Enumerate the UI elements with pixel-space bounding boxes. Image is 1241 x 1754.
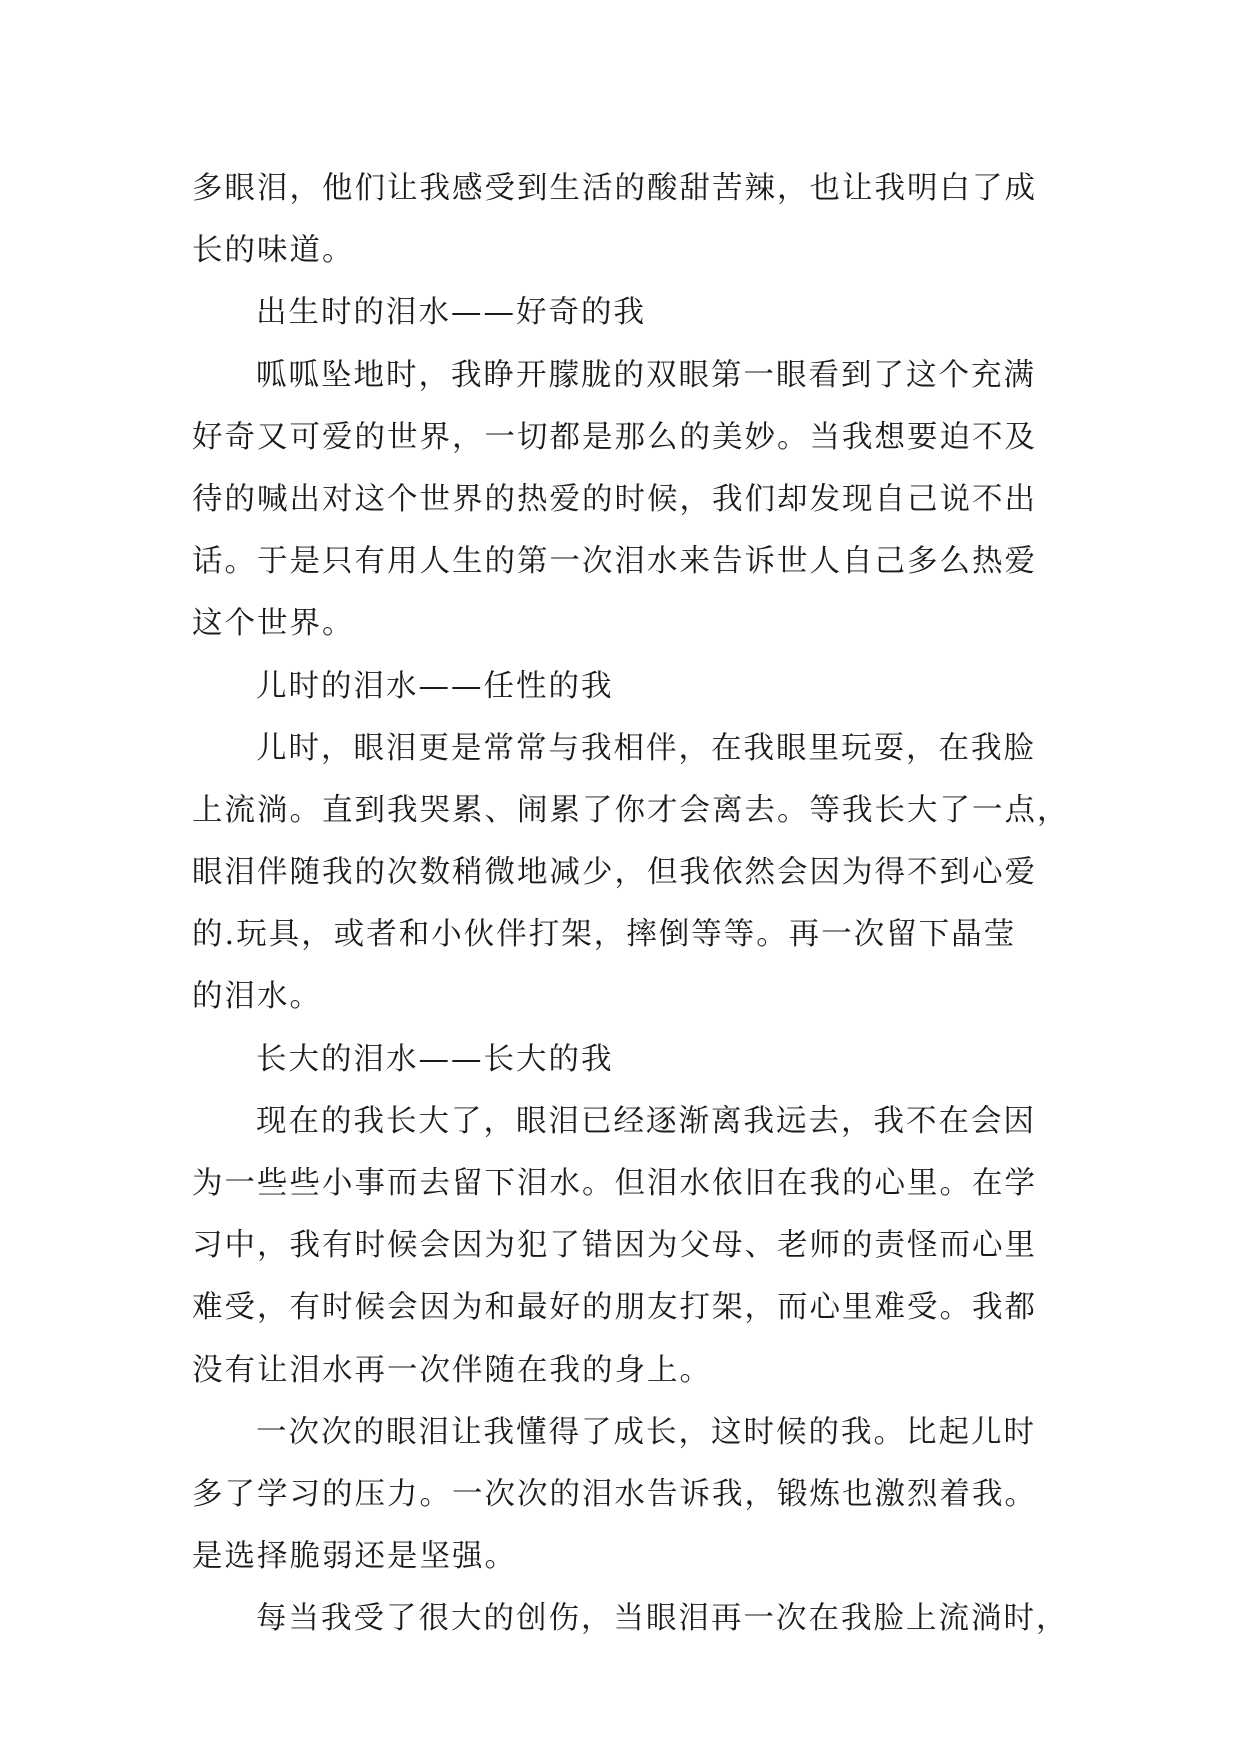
text-line: 没有让泪水再一次伴随在我的身上。	[192, 1352, 712, 1388]
text-line: 一次次的眼泪让我懂得了成长，这时候的我。比起儿时	[256, 1414, 1036, 1450]
text-line: 好奇又可爱的世界，一切都是那么的美妙。当我想要迫不及	[192, 419, 1037, 455]
text-line: 待的喊出对这个世界的热爱的时候，我们却发现自己说不出	[192, 481, 1037, 517]
section-heading: 儿时的泪水——任性的我	[256, 668, 614, 704]
text-line: 长的味道。	[192, 233, 355, 269]
text-line: 儿时，眼泪更是常常与我相伴，在我眼里玩耍，在我脸	[256, 730, 1036, 766]
text-line: 话。于是只有用人生的第一次泪水来告诉世人自己多么热爱	[192, 544, 1037, 580]
text-line: 多了学习的压力。一次次的泪水告诉我，锻炼也激烈着我。	[192, 1476, 1037, 1512]
text-line: 现在的我长大了，眼泪已经逐渐离我远去，我不在会因	[256, 1103, 1036, 1139]
text-line: 多眼泪，他们让我感受到生活的酸甜苦辣，也让我明白了成	[192, 171, 1037, 206]
essay-body	[192, 158, 1072, 1651]
text-line: 这个世界。	[192, 606, 355, 642]
section-heading: 长大的泪水——长大的我	[256, 1041, 614, 1077]
text-line: 上流淌。直到我哭累、闹累了你才会离去。等我长大了一点，	[192, 792, 1070, 828]
text-line: 难受，有时候会因为和最好的朋友打架，而心里难受。我都	[192, 1290, 1037, 1326]
text-line: 为一些些小事而去留下泪水。但泪水依旧在我的心里。在学	[192, 1166, 1037, 1201]
section-heading: 出生时的泪水——好奇的我	[256, 295, 646, 331]
text-line: 是选择脆弱还是坚强。	[192, 1539, 517, 1575]
text-line: 呱呱坠地时，我睁开朦胧的双眼第一眼看到了这个充满	[256, 357, 1036, 393]
text-line: 习中，我有时候会因为犯了错因为父母、老师的责怪而心里	[192, 1228, 1037, 1264]
text-line: 每当我受了很大的创伤，当眼泪再一次在我脸上流淌时，	[256, 1601, 1069, 1637]
text-line: 的泪水。	[192, 979, 322, 1015]
text-line: 眼泪伴随我的次数稍微地减少，但我依然会因为得不到心爱	[192, 855, 1037, 891]
text-line: 的.玩具，或者和小伙伴打架，摔倒等等。再一次留下晶莹	[192, 917, 1017, 953]
